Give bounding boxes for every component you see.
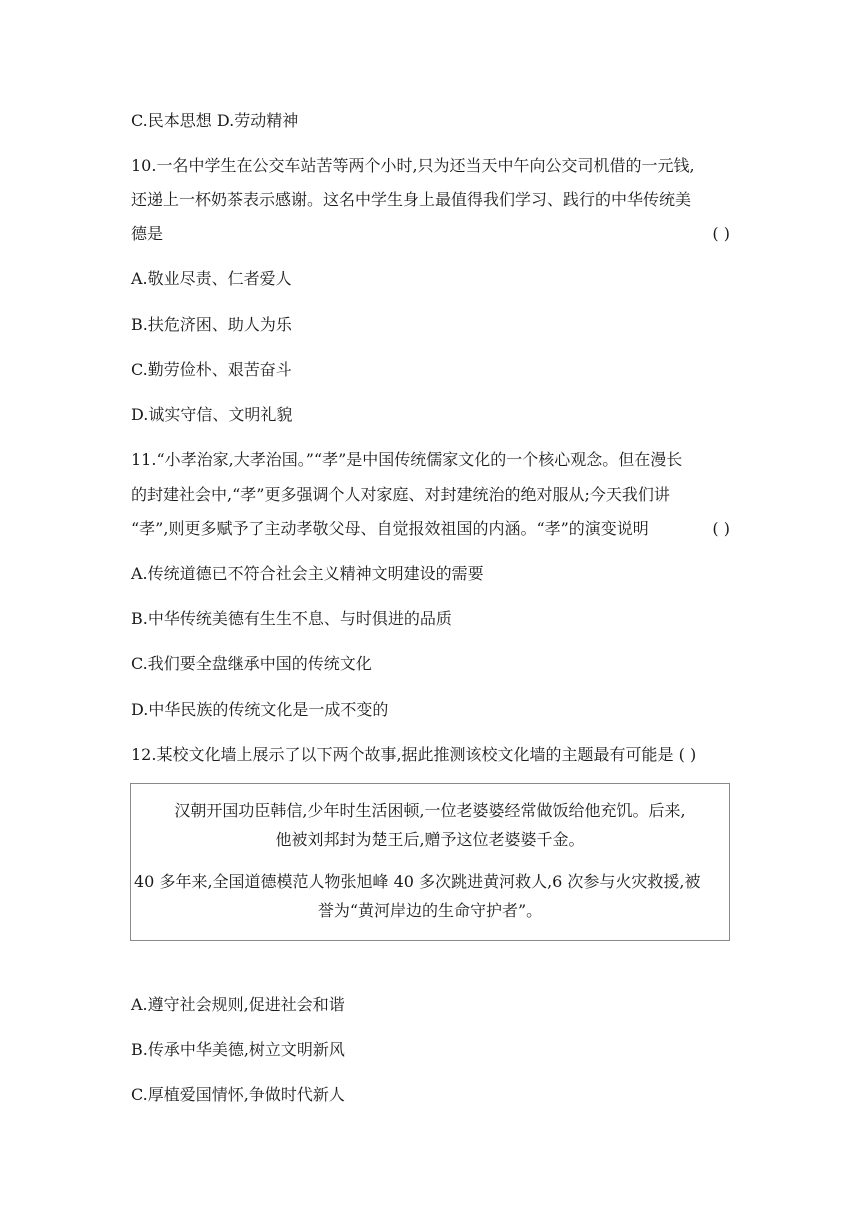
q11-stem-line-1: 11.“小孝治家,大孝治国。”“孝”是中国传统儒家文化的一个核心观念。但在漫长: [131, 450, 683, 469]
q12-stem: 12.某校文化墙上展示了以下两个故事,据此推测该校文化墙的主题最有可能是 ( ): [131, 745, 697, 764]
q11-option-b: B.中华传统美德有生生不息、与时俱进的品质: [131, 609, 452, 628]
q12-story-box: [130, 783, 730, 941]
q12-story-1-line-1: 汉朝开国功臣韩信,少年时生活困顿,一位老婆婆经常做饭给他充饥。后来,: [174, 801, 686, 820]
q11-option-a: A.传统道德已不符合社会主义精神文明建设的需要: [131, 564, 484, 583]
q10-option-d: D.诚实守信、文明礼貌: [131, 405, 293, 424]
q9-options-cd: C.民本思想 D.劳动精神: [131, 111, 299, 130]
q10-stem-line-1: 10.一名中学生在公交车站苦等两个小时,只为还当天中午向公交司机借的一元钱,: [131, 156, 695, 175]
q12-option-a: A.遵守社会规则,促进社会和谐: [131, 995, 345, 1014]
q12-story-1-line-2: 他被刘邦封为楚王后,赠予这位老婆婆千金。: [275, 830, 585, 849]
q11-option-d: D.中华民族的传统文化是一成不变的: [131, 700, 389, 719]
q11-option-c: C.我们要全盘继承中国的传统文化: [131, 654, 372, 673]
q10-option-a: A.敬业尽责、仁者爱人: [131, 269, 292, 288]
q12-option-b: B.传承中华美德,树立文明新风: [131, 1040, 345, 1059]
q10-answer-paren: ( ): [712, 224, 730, 243]
q12-option-c: C.厚植爱国情怀,争做时代新人: [131, 1085, 345, 1104]
q12-story-2-line-1: 40 多年来,全国道德模范人物张旭峰 40 多次跳进黄河救人,6 次参与火灾救援,被: [134, 872, 701, 891]
q12-story-2-line-2: 誉为“黄河岸边的生命守护者”。: [317, 901, 543, 920]
q10-option-c: C.勤劳俭朴、艰苦奋斗: [131, 360, 292, 379]
q11-stem-line-2: 的封建社会中,“孝”更多强调个人对家庭、对封建统治的绝对服从;今天我们讲: [131, 485, 670, 504]
q10-stem-line-2: 还递上一杯奶茶表示感谢。这名中学生身上最值得我们学习、践行的中华传统美: [131, 190, 692, 209]
q10-option-b: B.扶危济困、助人为乐: [131, 315, 292, 334]
q10-stem-line-3: 德是: [131, 224, 164, 243]
q11-stem-line-3: “孝”,则更多赋予了主动孝敬父母、自觉报效祖国的内涵。“孝”的演变说明: [131, 519, 649, 538]
q11-answer-paren: ( ): [712, 519, 730, 538]
